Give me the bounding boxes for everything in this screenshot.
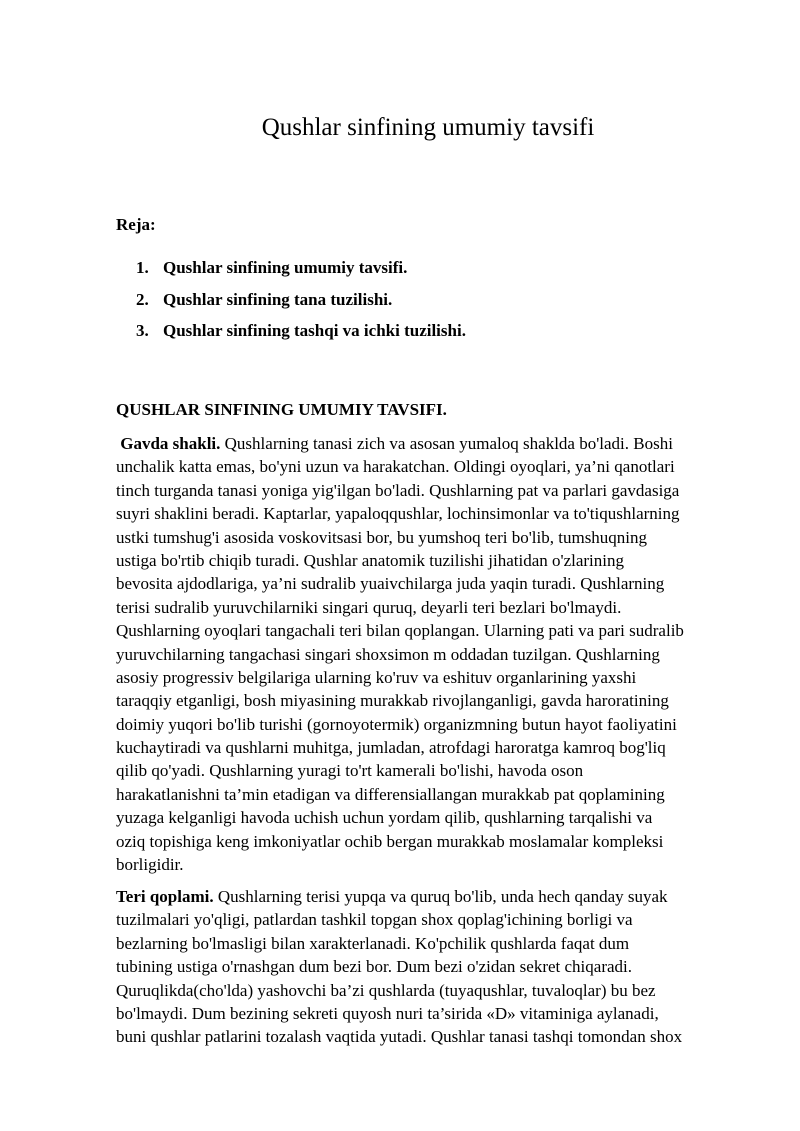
paragraph-line-text: Qushlarning terisi yupqa va quruq bo'lib, unda hech qanday suyak <box>213 887 668 906</box>
paragraph-line: Quruqlikda(cho'lda) yashovchi ba’zi qushlarda (tuyaqushlar, tuvaloqlar) bu bez <box>116 980 656 1000</box>
paragraph-line <box>116 885 756 908</box>
plan-list <box>136 256 466 351</box>
paragraph-line: suyri shaklini beradi. Kaptarlar, yapaloqqushlar, lochinsimonlar va to'tiqushlarning <box>116 504 680 524</box>
paragraph-line: yuzaga kelganligi havoda uchish uchun yordam qilib, qushlarning tarqalishi va <box>116 808 653 828</box>
paragraph-line: terisi sudralib yuruvchilarniki singari quruq, deyarli teri bezlari bo'lmaydi. <box>116 597 622 617</box>
paragraph-line: bevosita ajdodlariga, ya’ni sudralib yuaivchilarga juda yaqin turadi. Qushlarning <box>116 574 665 594</box>
plan-item-text: Qushlar sinfining umumiy tavsifi. <box>163 258 408 277</box>
paragraph-line: asosiy progressiv belgilariga ularning ko'ruv va eshituv organlarining yaxshi <box>116 667 637 687</box>
plan-item-number: 3. <box>136 321 149 340</box>
plan-item <box>136 288 466 320</box>
paragraph-term: Gavda shakli. <box>120 434 221 453</box>
plan-label: Reja: <box>116 215 156 234</box>
paragraph-line: Qushlarning oyoqlari tangachali teri bilan qoplangan. Ularning pati va pari sudralib <box>116 621 684 641</box>
document-title: Qushlar sinfining umumiy tavsifi <box>261 114 595 141</box>
paragraph-line: bo'lmaydi. Dum bezining sekreti quyosh nuri ta’sirida «D» vitaminiga aylanadi, <box>116 1003 659 1023</box>
paragraph-term: Teri qoplami. <box>116 887 214 906</box>
paragraph-line: ustki tumshug'i asosida voskovitsasi bor, bu yumshoq teri bo'lib, tumshuqning <box>116 527 648 547</box>
paragraph-body-shape <box>116 432 756 876</box>
paragraph-line: borligidir. <box>116 855 184 875</box>
paragraph-line: tinch turganda tanasi yoniga yig'ilgan bo'ladi. Qushlarning pat va parlari gavdasiga <box>116 480 680 500</box>
paragraph-line: tuzilmalari yo'qligi, patlardan tashkil topgan shox qoplag'ichining borligi va <box>116 910 633 930</box>
paragraph-line: unchalik katta emas, bo'yni uzun va harakatchan. Oldingi oyoqlari, ya’ni qanotlari <box>116 457 675 477</box>
paragraph-line <box>116 432 756 455</box>
plan-item <box>136 256 466 288</box>
plan-item-text: Qushlar sinfining tana tuzilishi. <box>163 289 393 309</box>
paragraph-line: doimiy yuqori bo'lib turishi (gornoyotermik) organizmning butun hayot faoliyatini <box>116 714 677 734</box>
paragraph-skin-covering <box>116 885 756 1049</box>
paragraph-line: taraqqiy etganligi, bosh miyasining murakkab rivojlanganligi, gavda haroratining <box>116 691 669 711</box>
paragraph-line: buni qushlar patlarini tozalash vaqtida yutadi. Qushlar tanasi tashqi tomondan shox <box>116 1027 683 1047</box>
paragraph-line: harakatlanishni ta’min etadigan va differensiallangan murakkab pat qoplamining <box>116 784 665 804</box>
plan-item-number: 1. <box>136 258 149 277</box>
paragraph-line: bezlarning bo'lmasligi bilan xarakterlanadi. Ko'pchilik qushlarda faqat dum <box>116 933 630 953</box>
paragraph-line: oziq topishiga keng imkoniyatlar ochib bergan murakkab moslamalar kompleksi <box>116 831 664 851</box>
paragraph-line-text: Qushlarning tanasi zich va asosan yumaloq shaklda bo'ladi. Boshi <box>220 434 673 453</box>
section-heading: QUSHLAR SINFINING UMUMIY TAVSIFI. <box>116 400 447 419</box>
paragraph-line: tubining ustiga o'rnashgan dum bezi bor. Dum bezi o'zidan sekret chiqaradi. <box>116 957 632 977</box>
plan-item <box>136 319 466 351</box>
paragraph-line: qilib qo'yadi. Qushlarning yuragi to'rt kamerali bo'lishi, havoda oson <box>116 761 584 781</box>
paragraph-line: ustiga bo'rtib chiqib turadi. Qushlar anatomik tuzilishi jihatidan o'zlarining <box>116 550 624 570</box>
paragraph-line: yuruvchilarning tangachasi singari shoxsimon m oddadan tuzilgan. Qushlarning <box>116 644 660 664</box>
plan-item-text: Qushlar sinfining tashqi va ichki tuzilishi. <box>163 321 466 340</box>
paragraph-line: kuchaytiradi va qushlarni muhitga, jumladan, atrofdagi haroratga kamroq bog'liq <box>116 738 666 758</box>
plan-item-number: 2. <box>136 289 149 309</box>
